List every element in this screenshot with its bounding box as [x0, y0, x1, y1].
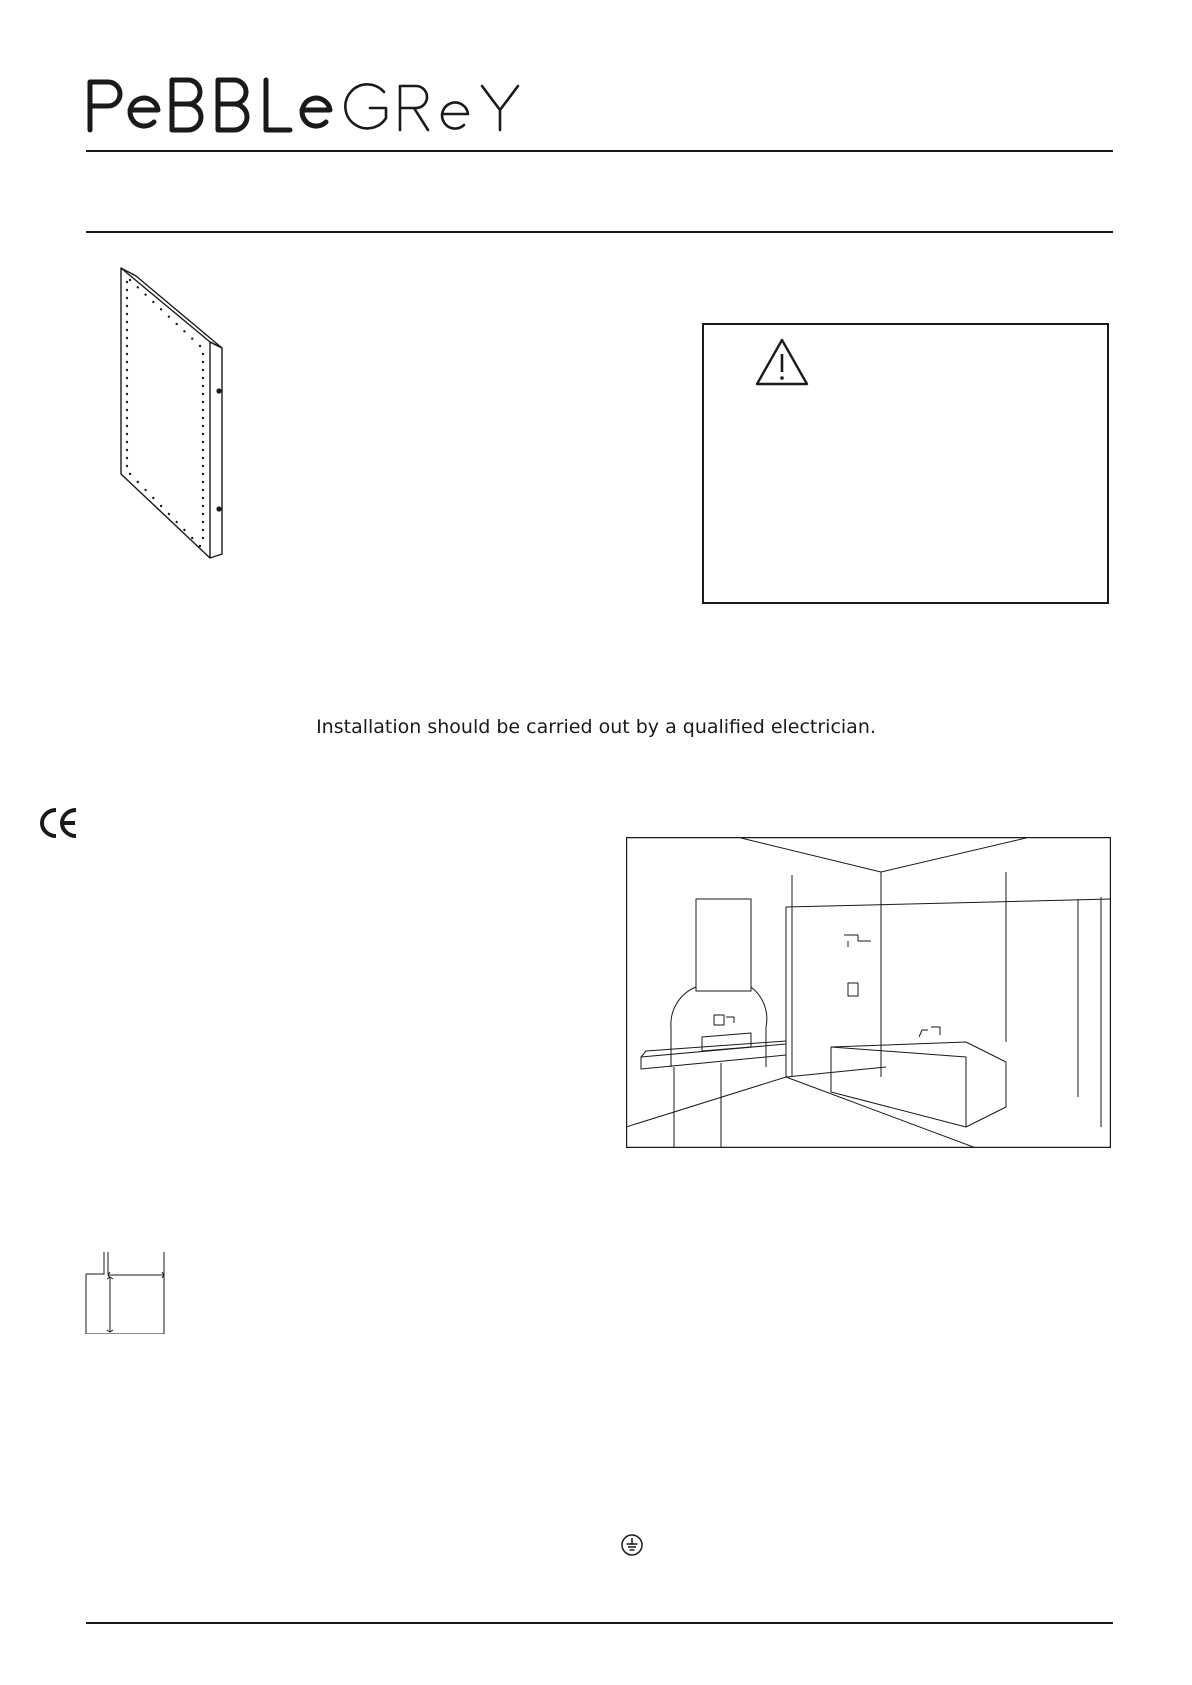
ce-mark-icon: [38, 806, 80, 840]
bathroom-illustration: [626, 837, 1111, 1148]
warning-triangle-icon: [754, 337, 810, 387]
dimension-diagram: [84, 1252, 166, 1334]
mirror-illustration: [118, 266, 233, 560]
protective-earth-icon: [620, 1533, 644, 1557]
header-rule-bottom: [86, 231, 1113, 233]
footer-rule: [86, 1622, 1113, 1624]
brand-logo: [86, 74, 526, 134]
header-rule-top: [86, 150, 1113, 152]
warning-box: [702, 323, 1109, 604]
installation-note: Installation should be carried out by a qualified electrician.: [316, 716, 876, 738]
